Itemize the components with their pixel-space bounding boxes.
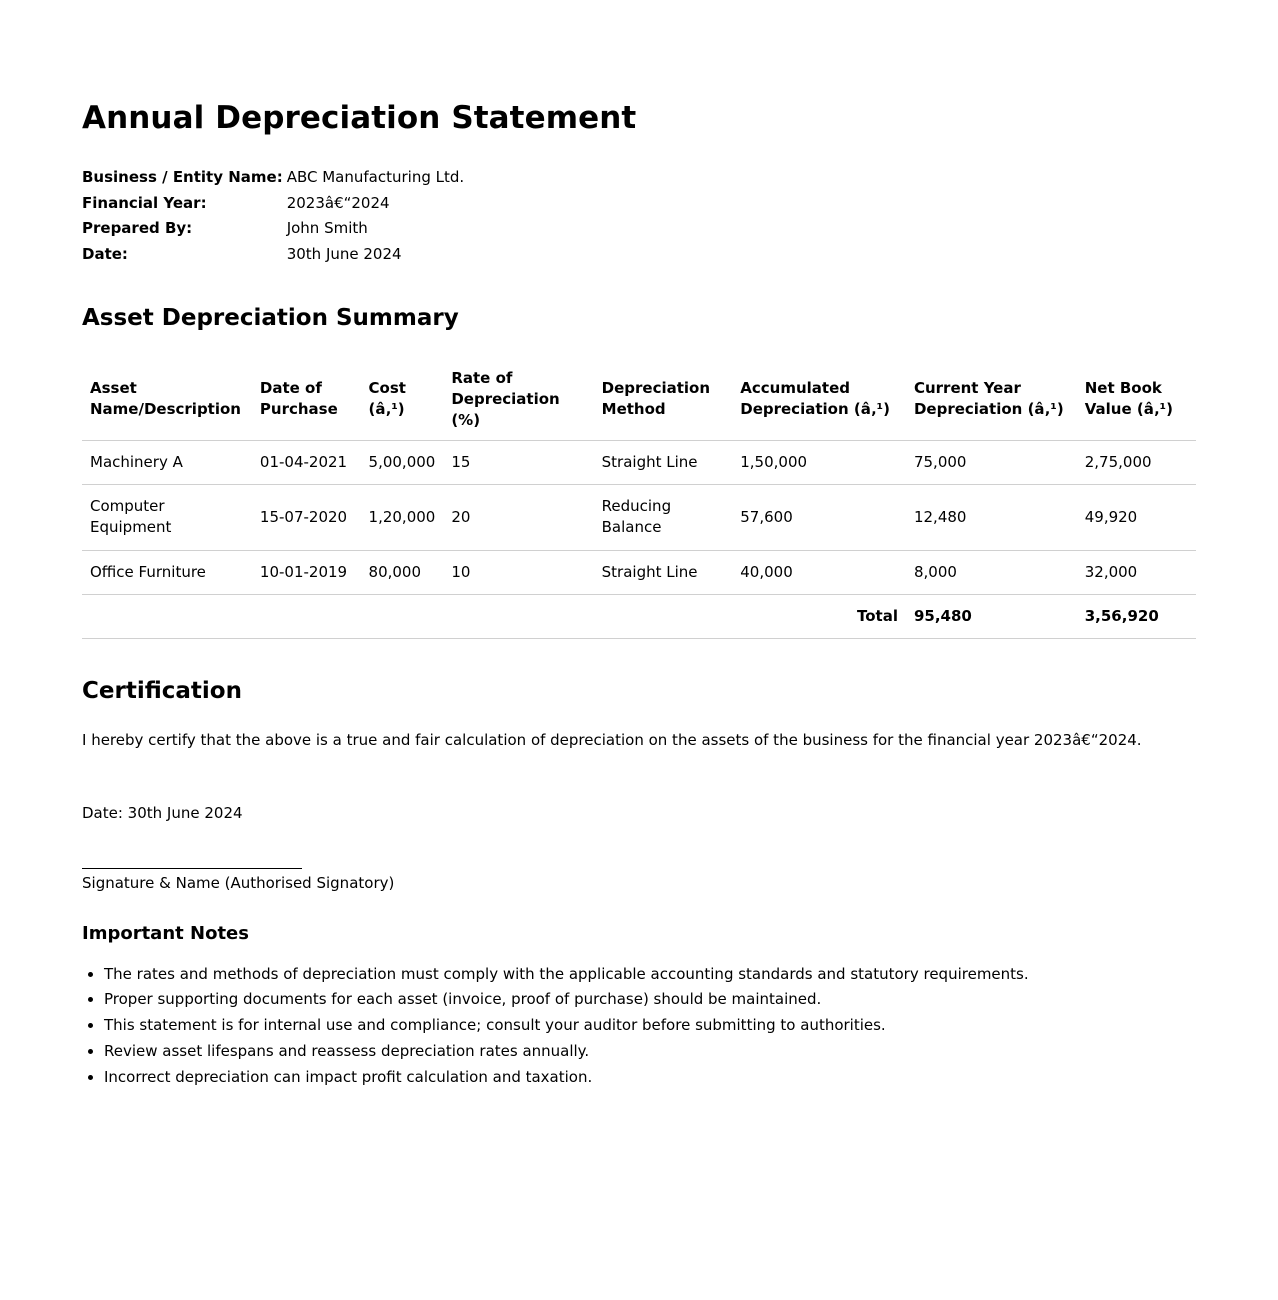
rate-cell: 10 [443,550,593,594]
table-row [82,484,1196,550]
page-title: Annual Depreciation Statement [82,100,637,136]
current-year-cell: 75,000 [906,440,1077,484]
meta-row-date [82,241,464,267]
list-item: • Review asset lifespans and reassess depreciation rates annually. [104,1039,1196,1065]
method-cell: Straight Line [594,440,733,484]
date-label: Date: [82,244,128,263]
meta-row-prepared [82,215,464,241]
total-label: Total [82,594,906,638]
current-year-cell: 12,480 [906,484,1077,550]
meta-row-entity [82,164,464,190]
statement-meta [82,164,464,267]
current-year-cell: 8,000 [906,550,1077,594]
notes-heading: Important Notes [82,922,249,944]
purchase-date-cell: 01-04-2021 [252,440,361,484]
purchase-date-cell: 15-07-2020 [252,484,361,550]
list-item: • The rates and methods of depreciation must comply with the applicable accounting standards and statutory requirements. [104,962,1196,988]
financial-year-value: 2023â€“2024 [286,193,390,212]
prepared-by-label: Prepared By: [82,219,193,238]
table-row [82,550,1196,594]
column-header-method: Depreciation Method [594,363,733,441]
column-header-accumulated: Accumulated Depreciation (â‚¹) [732,363,906,441]
summary-heading: Asset Depreciation Summary [82,304,459,331]
rate-cell: 15 [443,440,593,484]
entity-value: ABC Manufacturing Ltd. [286,167,465,186]
method-cell: Reducing Balance [594,484,733,550]
meta-row-year [82,190,464,216]
net-book-value-cell: 2,75,000 [1077,440,1196,484]
accumulated-cell: 1,50,000 [732,440,906,484]
total-net-book-value: 3,56,920 [1077,594,1196,638]
cost-cell: 80,000 [361,550,444,594]
notes-list [82,962,1196,1091]
cost-cell: 5,00,000 [361,440,444,484]
signature-label: Signature & Name (Authorised Signatory) [82,873,395,892]
column-header-asset: Asset Name/Description [82,363,252,441]
accumulated-cell: 57,600 [732,484,906,550]
signature-line [82,868,302,869]
method-cell: Straight Line [594,550,733,594]
column-header-cost: Cost (â‚¹) [361,363,444,441]
financial-year-label: Financial Year: [82,193,207,212]
total-current-year: 95,480 [906,594,1077,638]
prepared-by-value: John Smith [286,219,368,238]
date-value: 30th June 2024 [286,244,402,263]
certification-date: Date: 30th June 2024 [82,803,243,822]
column-header-purchase-date: Date of Purchase [252,363,361,441]
asset-depreciation-table [82,363,1196,639]
table-row [82,440,1196,484]
column-header-net-book-value: Net Book Value (â‚¹) [1077,363,1196,441]
table-header-row [82,363,1196,441]
column-header-rate: Rate of Depreciation (%) [443,363,593,441]
certification-text: I hereby certify that the above is a true and fair calculation of depreciation on the assets of the business for the financial year 2023â€“2024. [82,730,1142,749]
net-book-value-cell: 32,000 [1077,550,1196,594]
asset-name-cell: Machinery A [82,440,252,484]
list-item: • This statement is for internal use and compliance; consult your auditor before submitting to authorities. [104,1013,1196,1039]
cost-cell: 1,20,000 [361,484,444,550]
purchase-date-cell: 10-01-2019 [252,550,361,594]
column-header-current-year: Current Year Depreciation (â‚¹) [906,363,1077,441]
list-item: • Incorrect depreciation can impact profit calculation and taxation. [104,1065,1196,1091]
asset-name-cell: Office Furniture [82,550,252,594]
accumulated-cell: 40,000 [732,550,906,594]
asset-name-cell: Computer Equipment [82,484,252,550]
entity-label: Business / Entity Name: [82,167,283,186]
statement-page [82,0,1196,1090]
list-item: • Proper supporting documents for each asset (invoice, proof of purchase) should be maintained. [104,987,1196,1013]
rate-cell: 20 [443,484,593,550]
net-book-value-cell: 49,920 [1077,484,1196,550]
certification-heading: Certification [82,677,242,704]
total-row [82,594,1196,638]
